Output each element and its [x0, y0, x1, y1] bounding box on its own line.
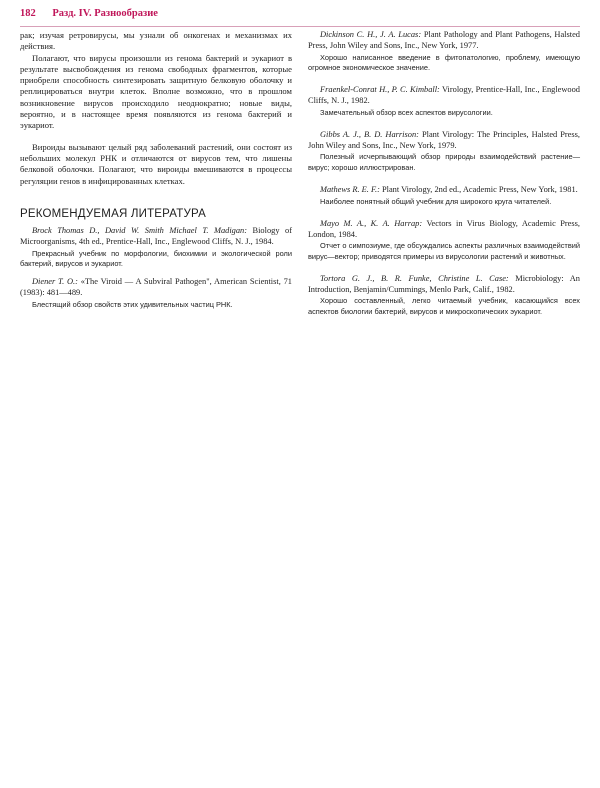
ref-note: Отчет о симпозиуме, где обсуждались аспекты различных взаимодействий вирус—вектор; приводятся примеры из вирусологии растений и животных.	[308, 241, 580, 261]
ref-authors: Fraenkel-Conrat H., P. C. Kimball:	[320, 85, 440, 94]
ref-note: Полезный исчерпывающий обзор природы взаимодействий растение—вирус; хорошо иллюстрирован.	[308, 152, 580, 172]
ref-authors: Diener T. O.:	[32, 277, 78, 287]
page-number: 182	[20, 8, 36, 19]
body-paragraph: Вироиды вызывают целый ряд заболеваний растений, они состоят из небольших молекул РНК и отличаются от вирусов тем, что лишены белковой оболочки. Полагают, что вироиды вмешиваются в процессы регуляции генов в инфицированных клетках.	[20, 141, 292, 186]
reference-item	[20, 277, 292, 310]
ref-note: Прекрасный учебник по морфологии, биохимии и экологической роли бактерий, вирусов и эукариот.	[20, 248, 292, 268]
reference-item	[308, 85, 580, 118]
ref-authors: Dickinson C. H., J. A. Lucas:	[320, 30, 422, 39]
ref-text: «The Viroid — A Subviral Pathogen", American Scientist, 71 (1983): 481—489.	[20, 277, 292, 297]
reference-item	[308, 274, 580, 317]
reference-item	[308, 130, 580, 173]
ref-authors: Gibbs A. J., B. D. Harrison:	[320, 129, 419, 139]
ref-text: Vectors in Virus Biology, Academic Press, London, 1984.	[308, 218, 581, 239]
ref-text: Plant Pathology and Plant Pathogens, Halsted Press, John Wiley and Sons, Inc., New York, 1977.	[308, 30, 580, 50]
ref-note: Наиболее понятный общий учебник для широкого круга читателей.	[320, 196, 552, 206]
ref-note: Блестящий обзор свойств этих удивительных частиц РНК.	[32, 299, 233, 309]
body-paragraph: Полагают, что вирусы произошли из генома бактерий и эукариот в результате высвобождения из генома свободных фрагментов, которые приобрели способность синтезировать защитную белковую оболочку и реплицироваться внутри клеток. Вполне возможно, что в прошлом возникновение вирусов происходило неоднократно; новые виды, вероятно, и в настоящее время появляются из генома бактерий и эукариот.	[20, 52, 292, 131]
left-column	[20, 30, 292, 318]
ref-text: Plant Virology: The Principles, Halsted Press, John Wiley and Sons, Inc., New York, 1979.	[308, 129, 581, 150]
ref-authors: Brock Thomas D., David W. Smith Michael T. Madigan:	[32, 226, 247, 236]
running-header	[20, 8, 580, 27]
ref-text: Microbiology: An Introduction, Benjamin/Cummings, Menlo Park, Calif., 1982.	[308, 273, 580, 294]
ref-text: Biology of Microorganisms, 4th ed., Prentice-Hall, Inc., Englewood Cliffs, N. J., 1984.	[20, 226, 292, 246]
reference-item	[308, 219, 580, 262]
ref-note: Замечательный обзор всех аспектов вирусологии.	[320, 107, 493, 117]
ref-text: Virology, Prentice-Hall, Inc., Englewood Cliffs, N. J., 1982.	[308, 85, 580, 105]
ref-authors: Mathews R. E. F.:	[320, 184, 380, 194]
recommended-reading-heading: РЕКОМЕНДУЕМАЯ ЛИТЕРАТУРА	[20, 207, 206, 220]
ref-note: Хорошо написанное введение в фитопатологию, проблему, имеющую огромное экономическое значение.	[308, 52, 580, 72]
ref-text: Plant Virology, 2nd ed., Academic Press, New York, 1981.	[381, 184, 578, 194]
body-paragraph: рак; изучая ретровирусы, мы узнали об онкогенах и механизмах их действия.	[20, 30, 292, 52]
section-title-header: Разд. IV. Разнообразие	[52, 8, 158, 19]
ref-authors: Tortora G. J., B. R. Funke, Christine L. Case:	[320, 273, 509, 283]
reference-item	[20, 226, 292, 269]
reference-item	[308, 30, 580, 73]
ref-authors: Mayo M. A., K. A. Harrap:	[320, 218, 423, 228]
right-column	[308, 30, 580, 329]
reference-item	[308, 185, 580, 207]
ref-note: Хорошо составленный, легко читаемый учебник, касающийся всех аспектов биологии бактерий, вирусов и микроскопических эукариот.	[308, 296, 580, 316]
